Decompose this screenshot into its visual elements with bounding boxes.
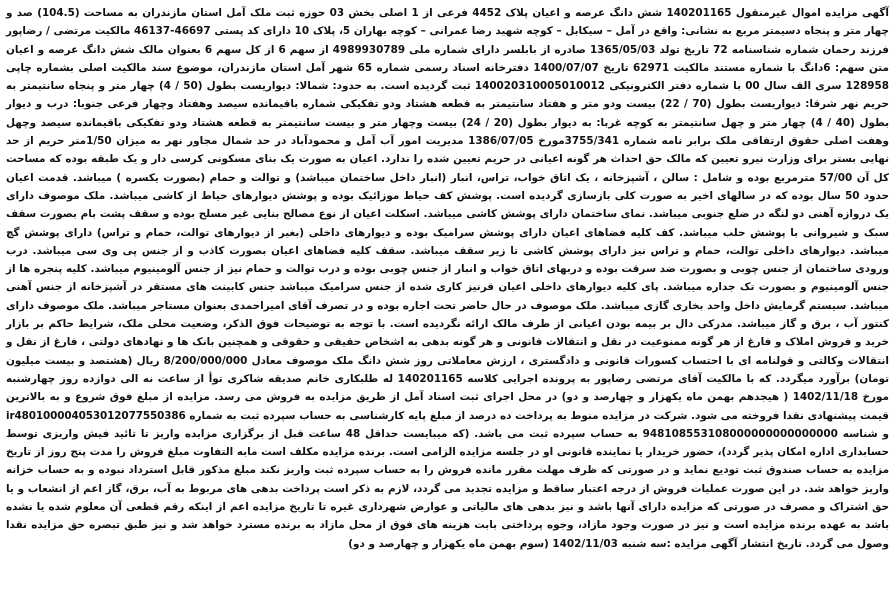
auction-notice-body: آگهی مزایده اموال غیرمنقول 140201165 شش دانگ عرصه و اعیان پلاک 4452 فرعی از 1 اصلی بخش 03 حوزه ثبت ملک آمل استان مازندران به مساحت (104.5) صد و چهار متر و پنجاه دسیمتر مربع به نشانی: واقع در آمل – سیکابل – کوچه شهید رضا عمرانی – کوچه بهاران 5، پلاک 10 دارای کد پستی 46697-46137 مالکیت مرتضی / رضاپور فرزند رحمان شماره شناسنامه 72 تاریخ تولد 1365/05/03 صادره از بابلسر دارای شماره ملی 4989930789 از سهم 6 از کل سهم 6 بعنوان مالک شش دانگ عرصه و اعیان متن سهم: 6دانگ با شماره مستند مالکیت 62971 تاریخ 1400/07/07 دفترخانه اسناد رسمی شماره 65 شهر آمل استان مازندران، موضوع سند مالکیت اصلی بشماره چاپی 128958 سری الف سال 00 با شماره دفتر الکترونیکی 140020310005010012 ثبت گردیده است. به حدود: شمالا: دیواریست بطول (50 / 4) چهار متر و پنجاه سانتیمتر به حریم نهر شرقا: دیواریست بطول (70 / 22) بیست ودو متر و هفتاد سانتیمتر به قطعه هشتاد ودو تفکیکی شماره باقیمانده سیصد وهفتاد وچهار فرعی جنوبا: درب و دیوار بطول (40 / 4) چهار متر و چهل سانتیمتر به کوچه غربا: به دیوار بطول (20 / 24) بیست وچهار متر و بیست سانتیمتر به قطعه هشتاد ودو تفکیکی باقیمانده سیصد وچهل وهفت اصلی حقوق ارتفاقی ملک برابر نامه شماره 3755/341مورخ 1386/07/05 مدیریت امور آب آمل و محمودآباد در حد شمال مجاور نهر به میزان 1/50متر حریم از حد نهایی بستر برای وزارت نیرو تعیین که مالک حق احداث هر گونه اعیانی در حریم تعیین شده را ندارد. اعیان به صورت یک بنای مسکونی کرسی دار و یک طبقه بوده که مساحت کل آن 57/00 مترمربع بوده و شامل : سالن ، آشپزخانه ، یک اتاق خواب، تراس، انبار (انبار داخل ساختمان میباشد) و توالت و حمام (بصورت یکسره ) میباشد. قدمت اعیان حدود 50 سال بوده که در سالهای اخیر به صورت کلی بازسازی گردیده است. پوشش کف حیاط موزائیک بوده و پوشش دیوارهای حیاط از کاشی میباشد. ملک موصوف دارای یک دروازه آهنی دو لنگه در ضلع جنوبی میباشد. نمای ساختمان دارای پوشش کاشی میباشد. اسکلت اعیان از نوع مصالح بنایی غیر مسلح بوده و سقف پشت بام بصورت سقف سبک و شیروانی با پوشش حلب میباشد. کف کلیه فضاهای اعیان دارای پوشش سرامیک بوده و دیوارهای داخلی (بغیر از دیوارهای توالت، حمام و تراس) دارای پوشش گچ میباشد. دیوارهای داخلی توالت، حمام و تراس نیز دارای پوشش کاشی تا زیر سقف میباشد. سقف کلیه فضاهای اعیان بصورت کاذب و از جنس پی وی سی میباشد. درب ورودی ساختمان از جنس چوبی و بصورت ضد سرقت بوده و دربهای اتاق خواب و انبار از جنس چوبی بوده و درب توالت و حمام نیز از جنس آلومینیوم میباشد. کلیه پنجره ها از جنس آلومینیوم و بصورت تک جداره میباشد. پای کلیه دیوارهای داخلی اعیان قرنیز کاری شده از جنس سرامیک میباشد جنس کابینت های مستقر در آشپزخانه از جنس آهنی میباشد. سیستم گرمایش داخل واحد بخاری گازی میباشد. ملک موصوف در حال حاضر تحت اجاره بوده و در تصرف آقای امیراحمدی بعنوان مستاجر میباشد. ملک موصوف دارای کنتور آب ، برق و گاز میباشد. مدرکی دال بر بیمه بودن اعیانی از طرف مالک ارائه نگردیده است. با توجه به توضیحات فوق الذکر، وضعیت محلی ملک، شرایط حاکم بر بازار خرید و فروش املاک و فارغ از هر گونه ممنوعیت در نقل و انتقالات قانونی و هر گونه بدهی به اشخاص حقیقی و حقوقی و همچنین بانک ها و نهادهای دولتی ، فارغ از نقل و انتقالات وکالتی و قولنامه ای با احتساب کسورات قانونی و دادگستری ، ارزش معاملاتی روز شش دانگ ملک موصوف معادل 8/200/000/000 ریال (هشتصد و بیست میلیون تومان) برآورد میگردد. که با مالکیت آقای مرتضی رضاپور به پرونده اجرایی کلاسه 140201165 له طلبکاری خانم صدیقه شاکری توأ از ساعت نه الی دوازده روز چهارشنبه مورخ 1402/11/18 ( هیجدهم بهمن ماه یکهزار و چهارصد و دو) در محل اجرای ثبت اسناد آمل از طریق مزایده به فروش می رسد. مزایده از مبلغ فوق شروع و به بالاترین قیمت پیشنهادی نقدا فروخته می شود. شرکت در مزایده منوط به پرداخت ده درصد از مبلغ پایه کارشناسی به حساب سپرده ثبت به شماره ir480100004053012077550386 و شناسه 948108553108000000000000000 به حساب سپرده ثبت می باشد. (که میبایست حداقل 48 ساعت قبل از برگزاری مزایده واریز تا تائید فیش واریزی توسط حسابداری اداره امکان پذیر گردد)، حضور خریدار یا نماینده قانونی او در جلسه مزایده الزامی است. برنده مزایده مکلف است مابه التفاوت مبلغ فروش را مدت پنج روز از تاریخ مزایده به حساب صندوق ثبت تودیع نماید و در صورتی که ظرف مهلت مقرر مانده فروش را به حساب سپرده ثبت واریز نکند مبلغ مذکور قابل استرداد نبوده و به حساب خزانه واریز خواهد شد. در این صورت عملیات فروش از درجه اعتبار ساقط و مزایده تجدید می گردد، لازم به ذکر است پرداخت بدهی های مربوط به آب، برق، گاز اعم از انشعاب و یا حق اشتراک و مصرف در صورتی که مزایده دارای آنها باشد و نیز بدهی های مالیاتی و عوارض شهرداری غیره تا تاریخ مزایده اعم از اینکه رقم قطعی آن معلوم شده یا نشده باشد به عهده برنده مزایده است و نیز در صورت وجود مازاد، وجوه پرداختی بابت هزینه های فوق از محل مازاد به برنده مسترد خواهد شد و نیز طبق تبصره حق مزایده نقدا وصول می گردد. تاریخ انتشار آگهی مزایده :سه شنبه 1402/11/03 (سوم بهمن ماه یکهزار و چهارصد و دو) — [6, 7, 890, 550]
